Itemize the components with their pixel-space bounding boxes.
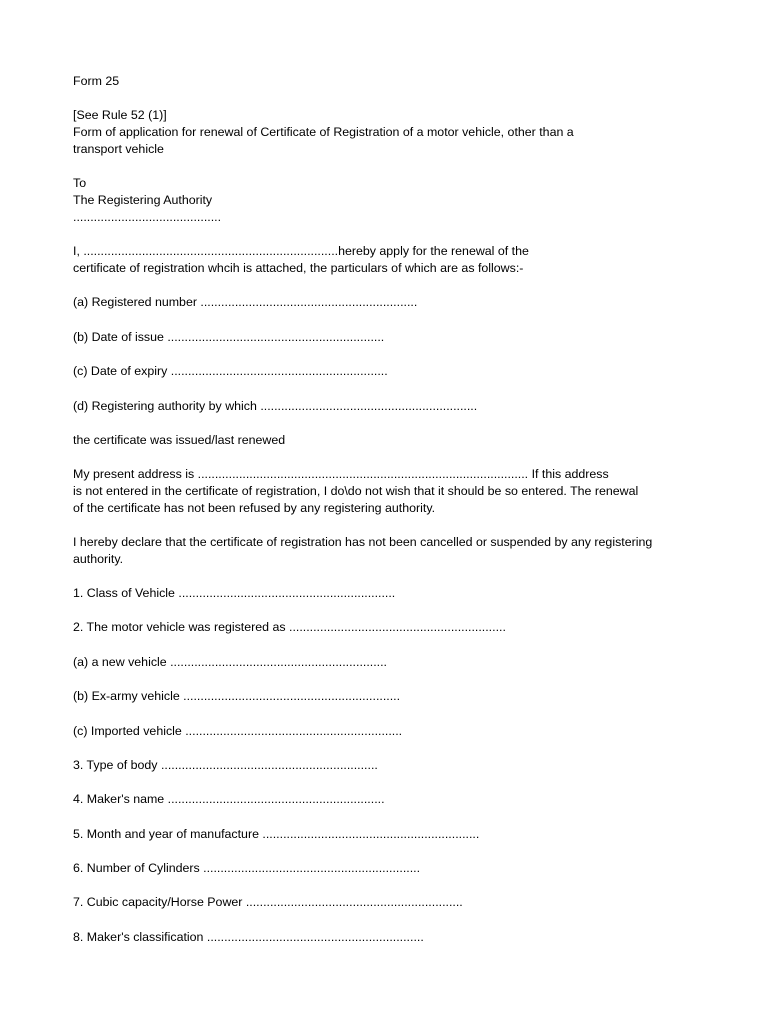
particular-registering-authority-cont: the certificate was issued/last renewed <box>73 432 286 447</box>
item-registered-as: 2. The motor vehicle was registered as ............................................................... <box>73 620 506 635</box>
item-makers-name: 4. Maker's name ............................................................... <box>73 792 385 807</box>
declaration-line-2: authority. <box>73 551 124 566</box>
addressee-authority: The Registering Authority <box>73 193 213 207</box>
item-month-year-manufacture: 5. Month and year of manufacture ............................................................... <box>73 826 480 841</box>
form-body <box>73 73 693 946</box>
particular-date-of-expiry: (c) Date of expiry ............................................................... <box>73 364 388 379</box>
form-heading-line-1: Form of application for renewal of Certificate of Registration of a motor vehicle, other than a <box>73 125 574 139</box>
particular-registered-number: (a) Registered number ............................................................... <box>73 295 418 310</box>
intro-line-2: certificate of registration whcih is attached, the particulars of which are as follows:- <box>73 261 524 275</box>
rule-reference: [See Rule 52 (1)] <box>73 108 167 122</box>
item-ex-army-vehicle: (b) Ex-army vehicle ............................................................... <box>73 689 401 704</box>
address-line-2: is not entered in the certificate of registration, I do\do not wish that it should be so entered. The renewal <box>73 483 639 498</box>
addressee-blank: ........................................... <box>73 210 222 224</box>
form-heading-line-2: transport vehicle <box>73 142 164 156</box>
item-imported-vehicle: (c) Imported vehicle ............................................................... <box>73 723 403 738</box>
intro-line-1: I, ..........................................................................hereby apply for the renewal of the <box>73 244 529 258</box>
item-type-of-body: 3. Type of body ............................................................... <box>73 757 378 772</box>
particular-registering-authority: (d) Registering authority by which ............................................................... <box>73 398 478 413</box>
item-cubic-capacity: 7. Cubic capacity/Horse Power ............................................................... <box>73 895 463 910</box>
addressee-to: To <box>73 176 87 190</box>
particular-date-of-issue: (b) Date of issue ............................................................... <box>73 329 385 344</box>
address-line-3: of the certificate has not been refused by any registering authority. <box>73 500 436 515</box>
form-title: Form 25 <box>73 74 120 88</box>
item-class-of-vehicle: 1. Class of Vehicle ............................................................... <box>73 585 396 600</box>
declaration-line-1: I hereby declare that the certificate of registration has not been cancelled or suspended by any registering <box>73 534 653 549</box>
item-new-vehicle: (a) a new vehicle ............................................................... <box>73 654 387 669</box>
address-line-1: My present address is ................................................................................................ If this address <box>73 466 609 481</box>
item-makers-classification: 8. Maker's classification ............................................................... <box>73 929 424 944</box>
item-number-of-cylinders: 6. Number of Cylinders ............................................................... <box>73 861 421 876</box>
